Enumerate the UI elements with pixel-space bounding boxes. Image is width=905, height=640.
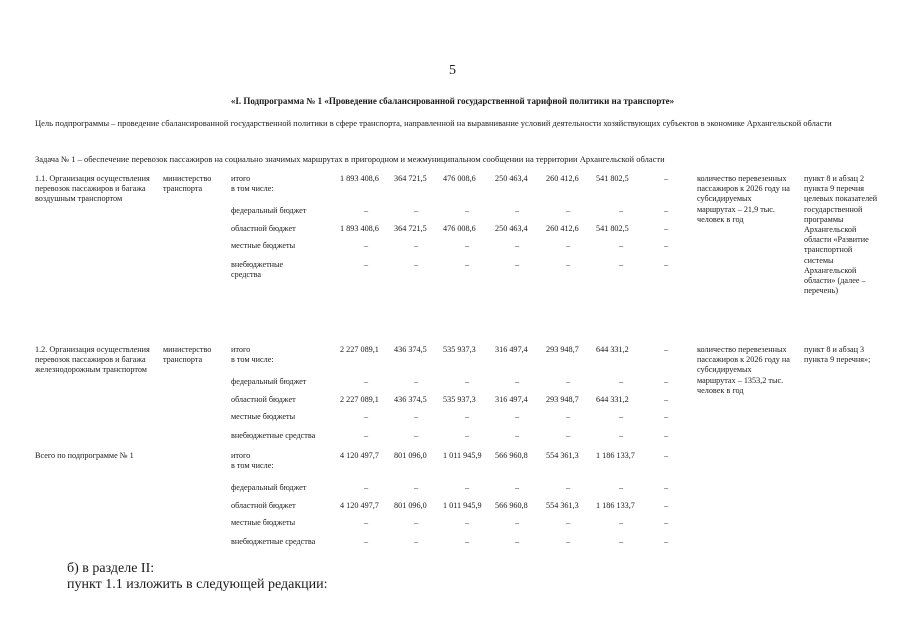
table-cell: 1 186 133,7 (596, 451, 635, 460)
table-cell: 566 960,8 (495, 451, 528, 460)
table-cell: – (363, 483, 369, 492)
funding-source-label: итого в том числе: (231, 345, 274, 365)
table-cell: – (618, 412, 624, 421)
table-cell: 4 120 497,7 (340, 501, 379, 510)
table-cell: – (618, 241, 624, 250)
funding-source-label: областной бюджет (231, 395, 296, 404)
table-cell: – (618, 260, 624, 269)
table-cell: – (464, 483, 470, 492)
table-cell: – (565, 483, 571, 492)
table-cell: 316 497,4 (495, 345, 528, 354)
table-cell: – (514, 377, 520, 386)
table-cell: 554 361,3 (546, 501, 579, 510)
table-cell: – (618, 377, 624, 386)
table-cell: – (663, 483, 669, 492)
funding-source-label: внебюджетные средства (231, 260, 284, 280)
funding-source-label: итого в том числе: (231, 451, 274, 471)
table-cell: 1 893 408,6 (340, 174, 379, 183)
funding-source-label: федеральный бюджет (231, 483, 307, 492)
table-cell: – (413, 260, 419, 269)
table-cell: – (663, 224, 669, 233)
table-cell: 364 721,5 (394, 174, 427, 183)
table-cell: – (663, 431, 669, 440)
table-cell: – (464, 537, 470, 546)
funding-source-label: местные бюджеты (231, 412, 296, 421)
table-cell: – (514, 241, 520, 250)
subprogram-goal: Цель подпрограммы – проведение сбалансированной государственной политики в сфере транспорта, направленной на выравнивание условий деятельности хозяйствующих субъектов в экономике Архангельской области (35, 118, 832, 128)
table-cell: 535 937,3 (443, 395, 476, 404)
table-cell: 293 948,7 (546, 345, 579, 354)
funding-source-label: внебюджетные средства (231, 431, 316, 440)
table-cell: – (663, 260, 669, 269)
table-cell: 1 011 945,9 (443, 451, 482, 460)
table-cell: – (663, 451, 669, 460)
table-cell: – (663, 501, 669, 510)
table-cell: – (663, 395, 669, 404)
table-cell: 250 463,4 (495, 174, 528, 183)
table-cell: – (663, 174, 669, 183)
row-indicator: количество перевезенных пассажиров к 2026 году на субсидируемых маршрутах – 1353,2 тыс. человек в год (697, 345, 790, 395)
table-cell: – (514, 260, 520, 269)
table-cell: – (363, 412, 369, 421)
table-cell: – (413, 377, 419, 386)
table-cell: – (618, 518, 624, 527)
row-executor: министерство транспорта (163, 174, 212, 194)
table-cell: – (514, 412, 520, 421)
table-cell: 1 893 408,6 (340, 224, 379, 233)
table-cell: 4 120 497,7 (340, 451, 379, 460)
table-cell: – (464, 260, 470, 269)
table-cell: – (618, 431, 624, 440)
table-cell: – (413, 206, 419, 215)
row-executor: министерство транспорта (163, 345, 212, 365)
table-cell: – (363, 377, 369, 386)
funding-source-label: федеральный бюджет (231, 377, 307, 386)
funding-source-label: итого в том числе: (231, 174, 274, 194)
table-cell: – (565, 412, 571, 421)
table-cell: – (565, 377, 571, 386)
table-cell: – (413, 241, 419, 250)
table-cell: – (663, 206, 669, 215)
row-link: пункт 8 и абзац 2 пункта 9 перечня целевых показателей государственной программы Архангельской области «Развитие транспортной системы Архангельской области» (далее – перечень) (804, 174, 878, 296)
table-cell: – (663, 241, 669, 250)
table-cell: 644 331,2 (596, 395, 629, 404)
table-cell: – (663, 345, 669, 354)
table-cell: – (565, 260, 571, 269)
table-cell: – (514, 431, 520, 440)
table-cell: 801 096,0 (394, 451, 427, 460)
table-cell: 2 227 089,1 (340, 345, 379, 354)
table-cell: 541 802,5 (596, 224, 629, 233)
table-cell: 476 008,6 (443, 224, 476, 233)
table-cell: 250 463,4 (495, 224, 528, 233)
funding-source-label: областной бюджет (231, 501, 296, 510)
table-cell: – (663, 377, 669, 386)
row-name: 1.2. Организация осуществления перевозок пассажиров и багажа железнодорожным транспортом (35, 345, 150, 375)
page-number: 5 (449, 63, 456, 78)
table-cell: 644 331,2 (596, 345, 629, 354)
table-cell: – (464, 377, 470, 386)
table-cell: – (413, 412, 419, 421)
amendment-line-2: пункт 1.1 изложить в следующей редакции: (67, 577, 328, 592)
table-cell: – (464, 206, 470, 215)
table-cell: – (363, 241, 369, 250)
table-cell: – (618, 206, 624, 215)
table-cell: – (363, 260, 369, 269)
table-cell: – (565, 206, 571, 215)
table-cell: 535 937,3 (443, 345, 476, 354)
table-cell: 436 374,5 (394, 345, 427, 354)
table-cell: – (514, 483, 520, 492)
table-cell: – (363, 431, 369, 440)
funding-source-label: местные бюджеты (231, 518, 296, 527)
table-cell: – (565, 431, 571, 440)
table-cell: 293 948,7 (546, 395, 579, 404)
row-name: 1.1. Организация осуществления перевозок пассажиров и багажа воздушным транспортом (35, 174, 150, 204)
row-indicator: количество перевезенных пассажиров к 2026 году на субсидируемых маршрутах – 21,9 тыс. человек в год (697, 174, 790, 224)
table-cell: – (464, 412, 470, 421)
funding-source-label: областной бюджет (231, 224, 296, 233)
subprogram-title: «I. Подпрограмма № 1 «Проведение сбалансированной государственной тарифной политики на транспорте» (230, 96, 675, 106)
table-cell: – (618, 483, 624, 492)
amendment-line-1: б) в разделе II: (67, 561, 155, 576)
table-cell: – (413, 483, 419, 492)
table-cell: – (363, 537, 369, 546)
table-cell: – (565, 537, 571, 546)
table-cell: 566 960,8 (495, 501, 528, 510)
table-cell: – (413, 537, 419, 546)
table-cell: 260 412,6 (546, 224, 579, 233)
table-cell: 316 497,4 (495, 395, 528, 404)
funding-source-label: местные бюджеты (231, 241, 296, 250)
table-cell: – (663, 412, 669, 421)
table-cell: – (464, 431, 470, 440)
table-cell: – (663, 518, 669, 527)
table-cell: 801 096,0 (394, 501, 427, 510)
table-cell: – (514, 518, 520, 527)
table-cell: 2 227 089,1 (340, 395, 379, 404)
table-cell: – (464, 518, 470, 527)
subprogram-task: Задача № 1 – обеспечение перевозок пассажиров на социально значимых маршрутах в пригородном и межмуниципальном сообщении на территории Архангельской области (35, 154, 665, 164)
row-name: Всего по подпрограмме № 1 (35, 451, 134, 460)
funding-source-label: внебюджетные средства (231, 537, 316, 546)
table-cell: 260 412,6 (546, 174, 579, 183)
table-cell: – (413, 518, 419, 527)
table-cell: – (514, 537, 520, 546)
table-cell: 476 008,6 (443, 174, 476, 183)
table-cell: 1 011 945,9 (443, 501, 482, 510)
row-link: пункт 8 и абзац 3 пункта 9 перечня»; (804, 345, 871, 365)
table-cell: – (565, 518, 571, 527)
table-cell: 541 802,5 (596, 174, 629, 183)
table-cell: – (663, 537, 669, 546)
table-cell: – (363, 206, 369, 215)
table-cell: – (514, 206, 520, 215)
table-cell: 436 374,5 (394, 395, 427, 404)
table-cell: 364 721,5 (394, 224, 427, 233)
table-cell: 554 361,3 (546, 451, 579, 460)
table-cell: – (464, 241, 470, 250)
table-cell: – (363, 518, 369, 527)
table-cell: 1 186 133,7 (596, 501, 635, 510)
table-cell: – (618, 537, 624, 546)
table-cell: – (413, 431, 419, 440)
table-cell: – (565, 241, 571, 250)
funding-source-label: федеральный бюджет (231, 206, 307, 215)
